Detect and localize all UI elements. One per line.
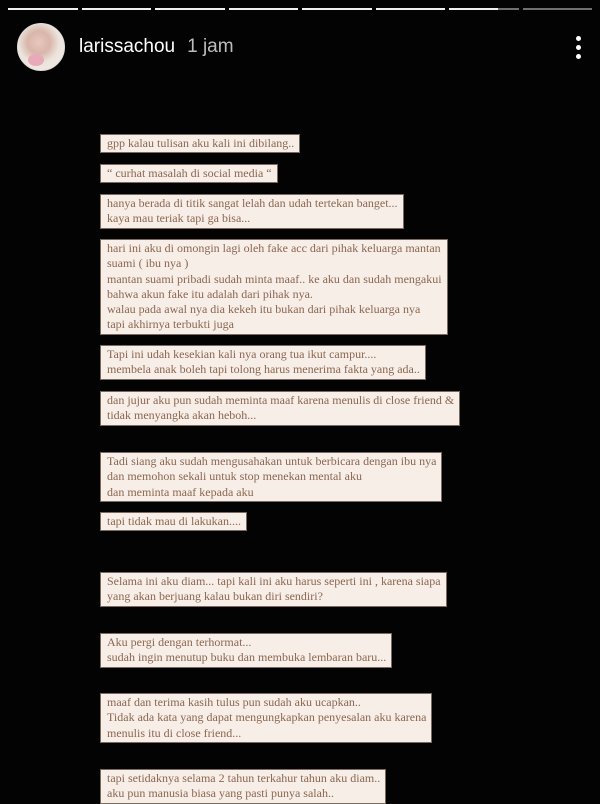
text-block: Tadi siang aku sudah mengusahakan untuk berbicara dengan ibu nya dan memohon sekali untuk stop menekan mental aku dan meminta maaf kepada aku: [100, 452, 442, 502]
text-block: tapi tidak mau di lakukan....: [100, 512, 247, 531]
text-block: “ curhat masalah di social media “: [100, 164, 278, 183]
story-header: [17, 24, 583, 70]
progress-segment: [8, 8, 78, 10]
text-block: hanya berada di titik sangat lelah dan udah tertekan banget... kaya mau teriak tapi ga bisa...: [100, 194, 404, 229]
text-block: gpp kalau tulisan aku kali ini dibilang..: [100, 134, 300, 153]
progress-segment: [523, 8, 593, 10]
text-block: dan jujur aku pun sudah meminta maaf karena menulis di close friend & tidak menyangka akan heboh...: [100, 391, 460, 426]
text-block: Selama ini aku diam... tapi kali ini aku harus seperti ini , karena siapa yang akan berjuang kalau bukan diri sendiri?: [100, 572, 447, 607]
username[interactable]: larissachou: [79, 36, 176, 57]
progress-segment: [302, 8, 372, 10]
avatar[interactable]: [17, 23, 65, 71]
text-block: Aku pergi dengan terhormat... sudah ingin menutup buku dan membuka lembaran baru...: [100, 633, 392, 668]
progress-segment: [229, 8, 299, 10]
text-block: maaf dan terima kasih tulus pun sudah aku ucapkan.. Tidak ada kata yang dapat mengungkapkan penyesalan aku karena menulis itu di close friend...: [100, 693, 432, 743]
text-block: Tapi ini udah kesekian kali nya orang tua ikut campur.... membela anak boleh tapi tolong harus menerima fakta yang ada..: [100, 345, 426, 380]
text-block: tapi setidaknya selama 2 tahun terkahur tahun aku diam.. aku pun manusia biasa yang pasti punya salah..: [100, 769, 386, 804]
post-time: 1 jam: [187, 36, 234, 57]
progress-segment: [376, 8, 446, 10]
text-block: hari ini aku di omongin lagi oleh fake acc dari pihak keluarga mantan suami ( ibu nya ) mantan suami pribadi sudah minta maaf.. ke aku dan sudah mengakui bahwa akun fake itu adalah dari pihak nya. walau pada awal nya dia kekeh itu bukan dari pihak keluarga nya tapi akhirnya terbukti juga: [100, 239, 448, 335]
story-progress-bar: [8, 8, 592, 10]
vertical-ellipsis-icon[interactable]: [573, 36, 583, 59]
progress-segment: [82, 8, 152, 10]
progress-segment: [155, 8, 225, 10]
progress-segment: [449, 8, 519, 10]
